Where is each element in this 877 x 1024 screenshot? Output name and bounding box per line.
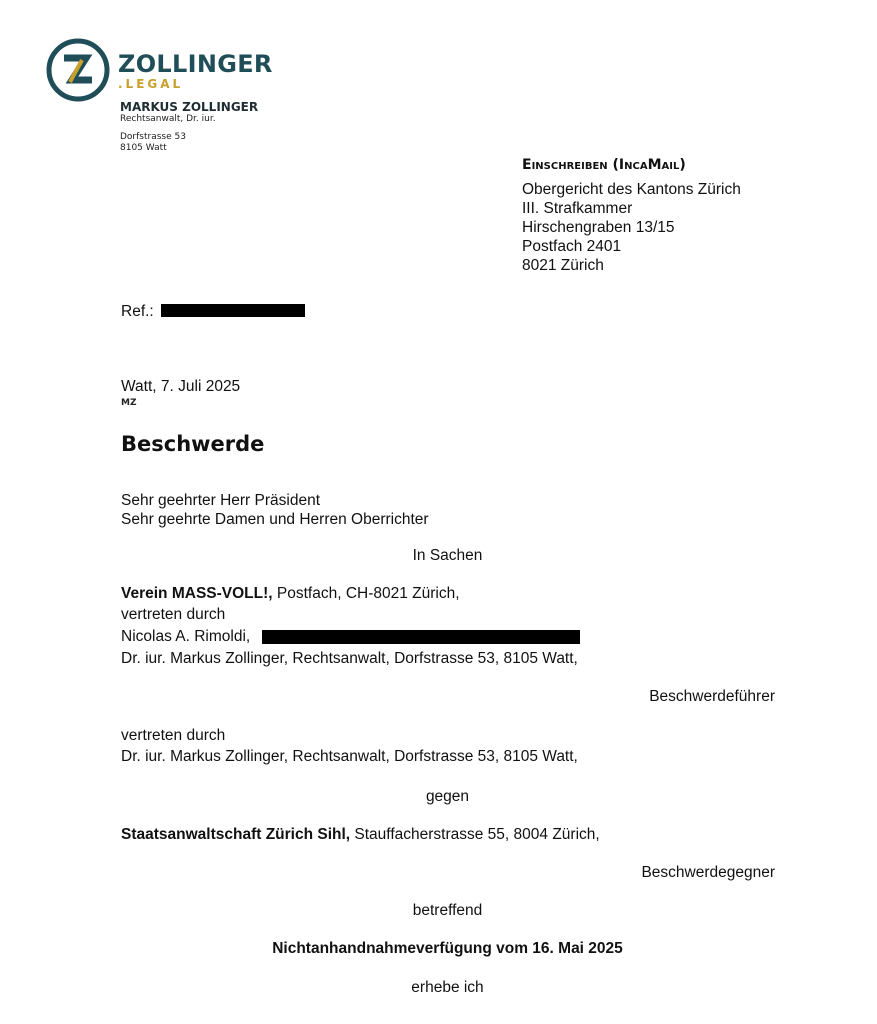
complainant-line <box>121 585 460 603</box>
complainant-name: Verein MASS-VOLL!, <box>121 585 273 602</box>
sender-street: Dorfstrasse 53 <box>120 132 186 142</box>
zl-monogram-icon <box>46 38 110 102</box>
recipient-line: 8021 Zürich <box>522 257 604 274</box>
redaction-bar <box>262 630 580 644</box>
brand-name: ZOLLINGER <box>118 50 273 78</box>
respondent-line <box>121 826 600 844</box>
respondent-address: Stauffacherstrasse 55, 8004 Zürich, <box>350 826 600 843</box>
salutation-line: Sehr geehrter Herr Präsident <box>121 492 321 509</box>
respondent-role: Beschwerdegegner <box>641 864 775 881</box>
counsel-line: Dr. iur. Markus Zollinger, Rechtsanwalt, Dorfstrasse 53, 8105 Watt, <box>121 650 578 667</box>
initials: MZ <box>121 398 137 408</box>
respondent-name: Staatsanwaltschaft Zürich Sihl, <box>121 826 351 843</box>
ref-label: Ref.: <box>121 303 154 320</box>
recipient-line: Obergericht des Kantons Zürich <box>522 181 741 198</box>
complainant-address: Postfach, CH-8021 Zürich, <box>272 585 460 602</box>
recipient-line: Hirschengraben 13/15 <box>522 219 675 236</box>
complainant-person: Nicolas A. Rimoldi, <box>121 628 251 645</box>
date: Watt, 7. Juli 2025 <box>121 378 241 395</box>
redaction-bar <box>161 304 305 317</box>
document-title: Beschwerde <box>121 432 265 456</box>
erhebe-ich: erhebe ich <box>411 979 484 996</box>
represented-by: vertreten durch <box>121 727 226 744</box>
sender-name: MARKUS ZOLLINGER <box>120 100 259 114</box>
salutation-line: Sehr geehrte Damen und Herren Oberrichter <box>121 511 429 528</box>
sender-city: 8105 Watt <box>120 143 167 153</box>
represented-by: vertreten durch <box>121 606 226 623</box>
gegen: gegen <box>425 788 470 805</box>
complainant-role: Beschwerdeführer <box>649 688 775 705</box>
sender-title: Rechtsanwalt, Dr. iur. <box>120 114 216 124</box>
betreffend: betreffend <box>412 902 483 919</box>
delivery-method: Einschreiben (IncaMail) <box>522 157 686 173</box>
in-sachen: In Sachen <box>412 547 483 564</box>
recipient-line: III. Strafkammer <box>522 200 633 217</box>
counsel-line: Dr. iur. Markus Zollinger, Rechtsanwalt, Dorfstrasse 53, 8105 Watt, <box>121 748 578 765</box>
brand-sub: .LEGAL <box>118 77 184 91</box>
recipient-line: Postfach 2401 <box>522 238 622 255</box>
subject: Nichtanhandnahmeverfügung vom 16. Mai 2025 <box>272 940 623 957</box>
